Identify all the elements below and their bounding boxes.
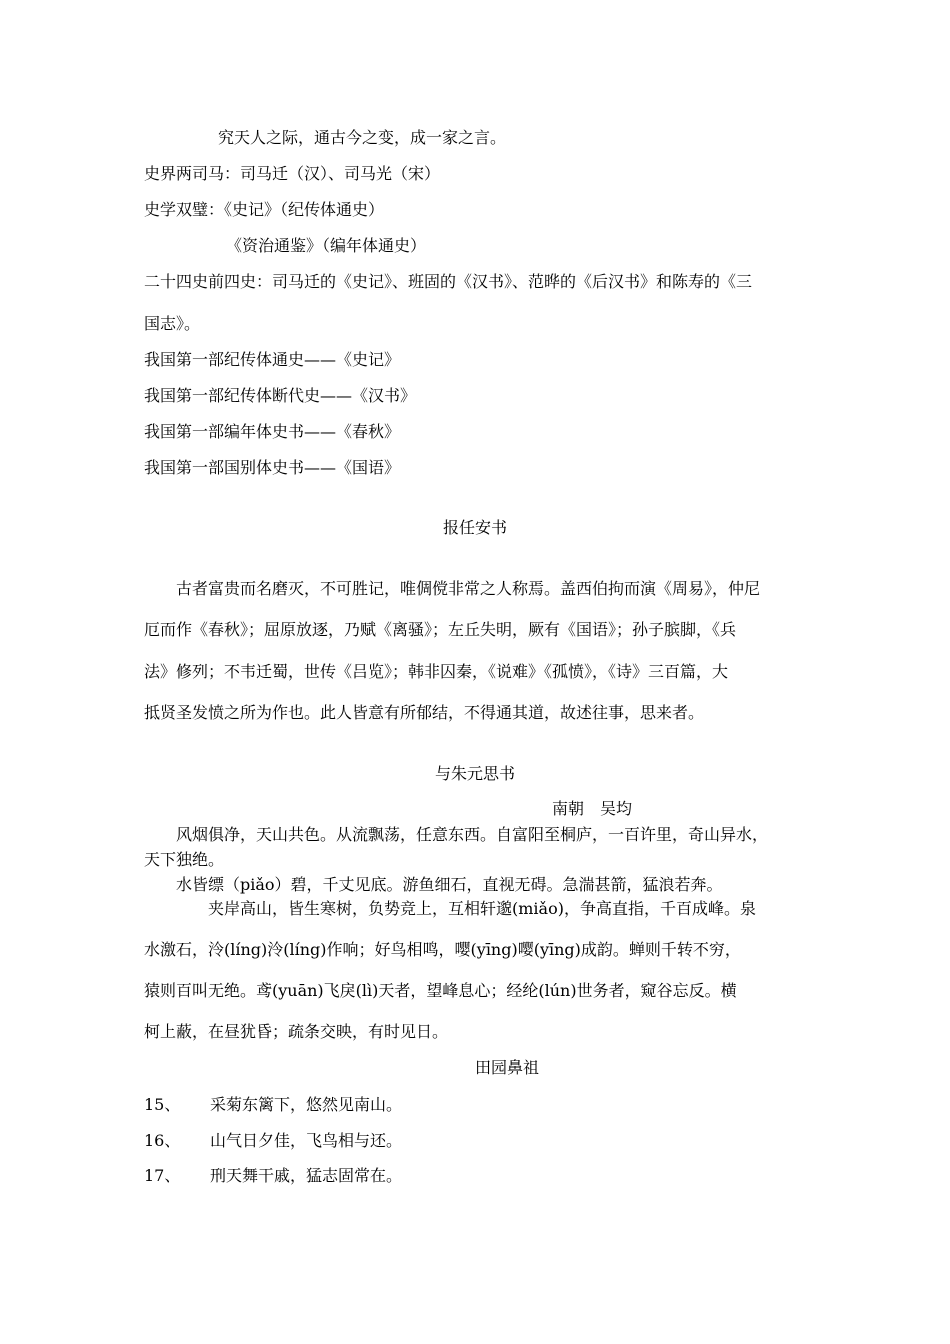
text-line: 我国第一部编年体史书——《春秋》 xyxy=(144,422,401,441)
text-line: 《资治通鉴》（编年体通史） xyxy=(226,236,427,255)
section-title: 报任安书 xyxy=(442,518,507,537)
text-line: 史界两司马：司马迁（汉）、司马光（宋） xyxy=(144,164,441,183)
text-line: 国志》。 xyxy=(144,314,201,333)
section-title: 与朱元思书 xyxy=(434,764,515,783)
author-line: 南朝 吴均 xyxy=(552,799,633,818)
paragraph-line: 夹岸高山，皆生寒树，负势竞上，互相轩邈(miǎo)，争高直指，千百成峰。泉 xyxy=(208,899,756,918)
item-number: 16、 xyxy=(144,1131,181,1150)
paragraph-line: 水激石，泠(líng)泠(líng)作响；好鸟相鸣，嘤(yīng)嘤(yīng)成韵。蝉则千转不穷， xyxy=(144,940,741,959)
item-number: 15、 xyxy=(144,1095,181,1114)
paragraph-line: 猿则百叫无绝。鸢(yuān)飞戾(lì)天者，望峰息心；经纶(lún)世务者，窥谷忘反。横 xyxy=(144,981,737,1000)
list-item xyxy=(144,1131,402,1151)
quote-line: 究天人之际，通古今之变，成一家之言。 xyxy=(218,128,507,147)
item-number: 17、 xyxy=(144,1166,181,1185)
paragraph-line: 风烟俱净，天山共色。从流飘荡，任意东西。自富阳至桐庐，一百许里，奇山异水， xyxy=(176,825,769,844)
item-text: 采菊东篱下，悠然见南山。 xyxy=(210,1095,403,1114)
paragraph-line: 天下独绝。 xyxy=(144,850,225,869)
text-line: 二十四史前四史：司马迁的《史记》、班固的《汉书》、范晔的《后汉书》和陈寿的《三 xyxy=(144,272,753,291)
text-line: 我国第一部纪传体通史——《史记》 xyxy=(144,350,401,369)
paragraph-line: 抵贤圣发愤之所为作也。此人皆意有所郁结，不得通其道，故述往事，思来者。 xyxy=(144,703,705,722)
paragraph-line: 水皆缥（piǎo）碧，千丈见底。游鱼细石，直视无碍。急湍甚箭，猛浪若奔。 xyxy=(176,875,723,894)
item-text: 山气日夕佳，飞鸟相与还。 xyxy=(210,1131,403,1150)
text-line: 我国第一部国别体史书——《国语》 xyxy=(144,458,401,477)
list-item xyxy=(144,1166,402,1186)
text-line: 史学双璧：《史记》（纪传体通史） xyxy=(144,200,385,219)
section-title: 田园鼻祖 xyxy=(474,1058,539,1077)
item-text: 刑天舞干戚，猛志固常在。 xyxy=(210,1166,403,1185)
paragraph-line: 古者富贵而名磨灭，不可胜记，唯倜傥非常之人称焉。盖西伯拘而演《周易》，仲尼 xyxy=(176,579,761,598)
list-item xyxy=(144,1095,402,1115)
paragraph-line: 法》修列；不韦迁蜀，世传《吕览》；韩非囚秦，《说难》《孤愤》，《诗》三百篇，大 xyxy=(144,662,729,681)
paragraph-line: 厄而作《春秋》；屈原放逐，乃赋《离骚》；左丘失明，厥有《国语》；孙子膑脚，《兵 xyxy=(144,620,737,639)
paragraph-line: 柯上蔽，在昼犹昏；疏条交映，有时见日。 xyxy=(144,1022,449,1041)
text-line: 我国第一部纪传体断代史——《汉书》 xyxy=(144,386,417,405)
